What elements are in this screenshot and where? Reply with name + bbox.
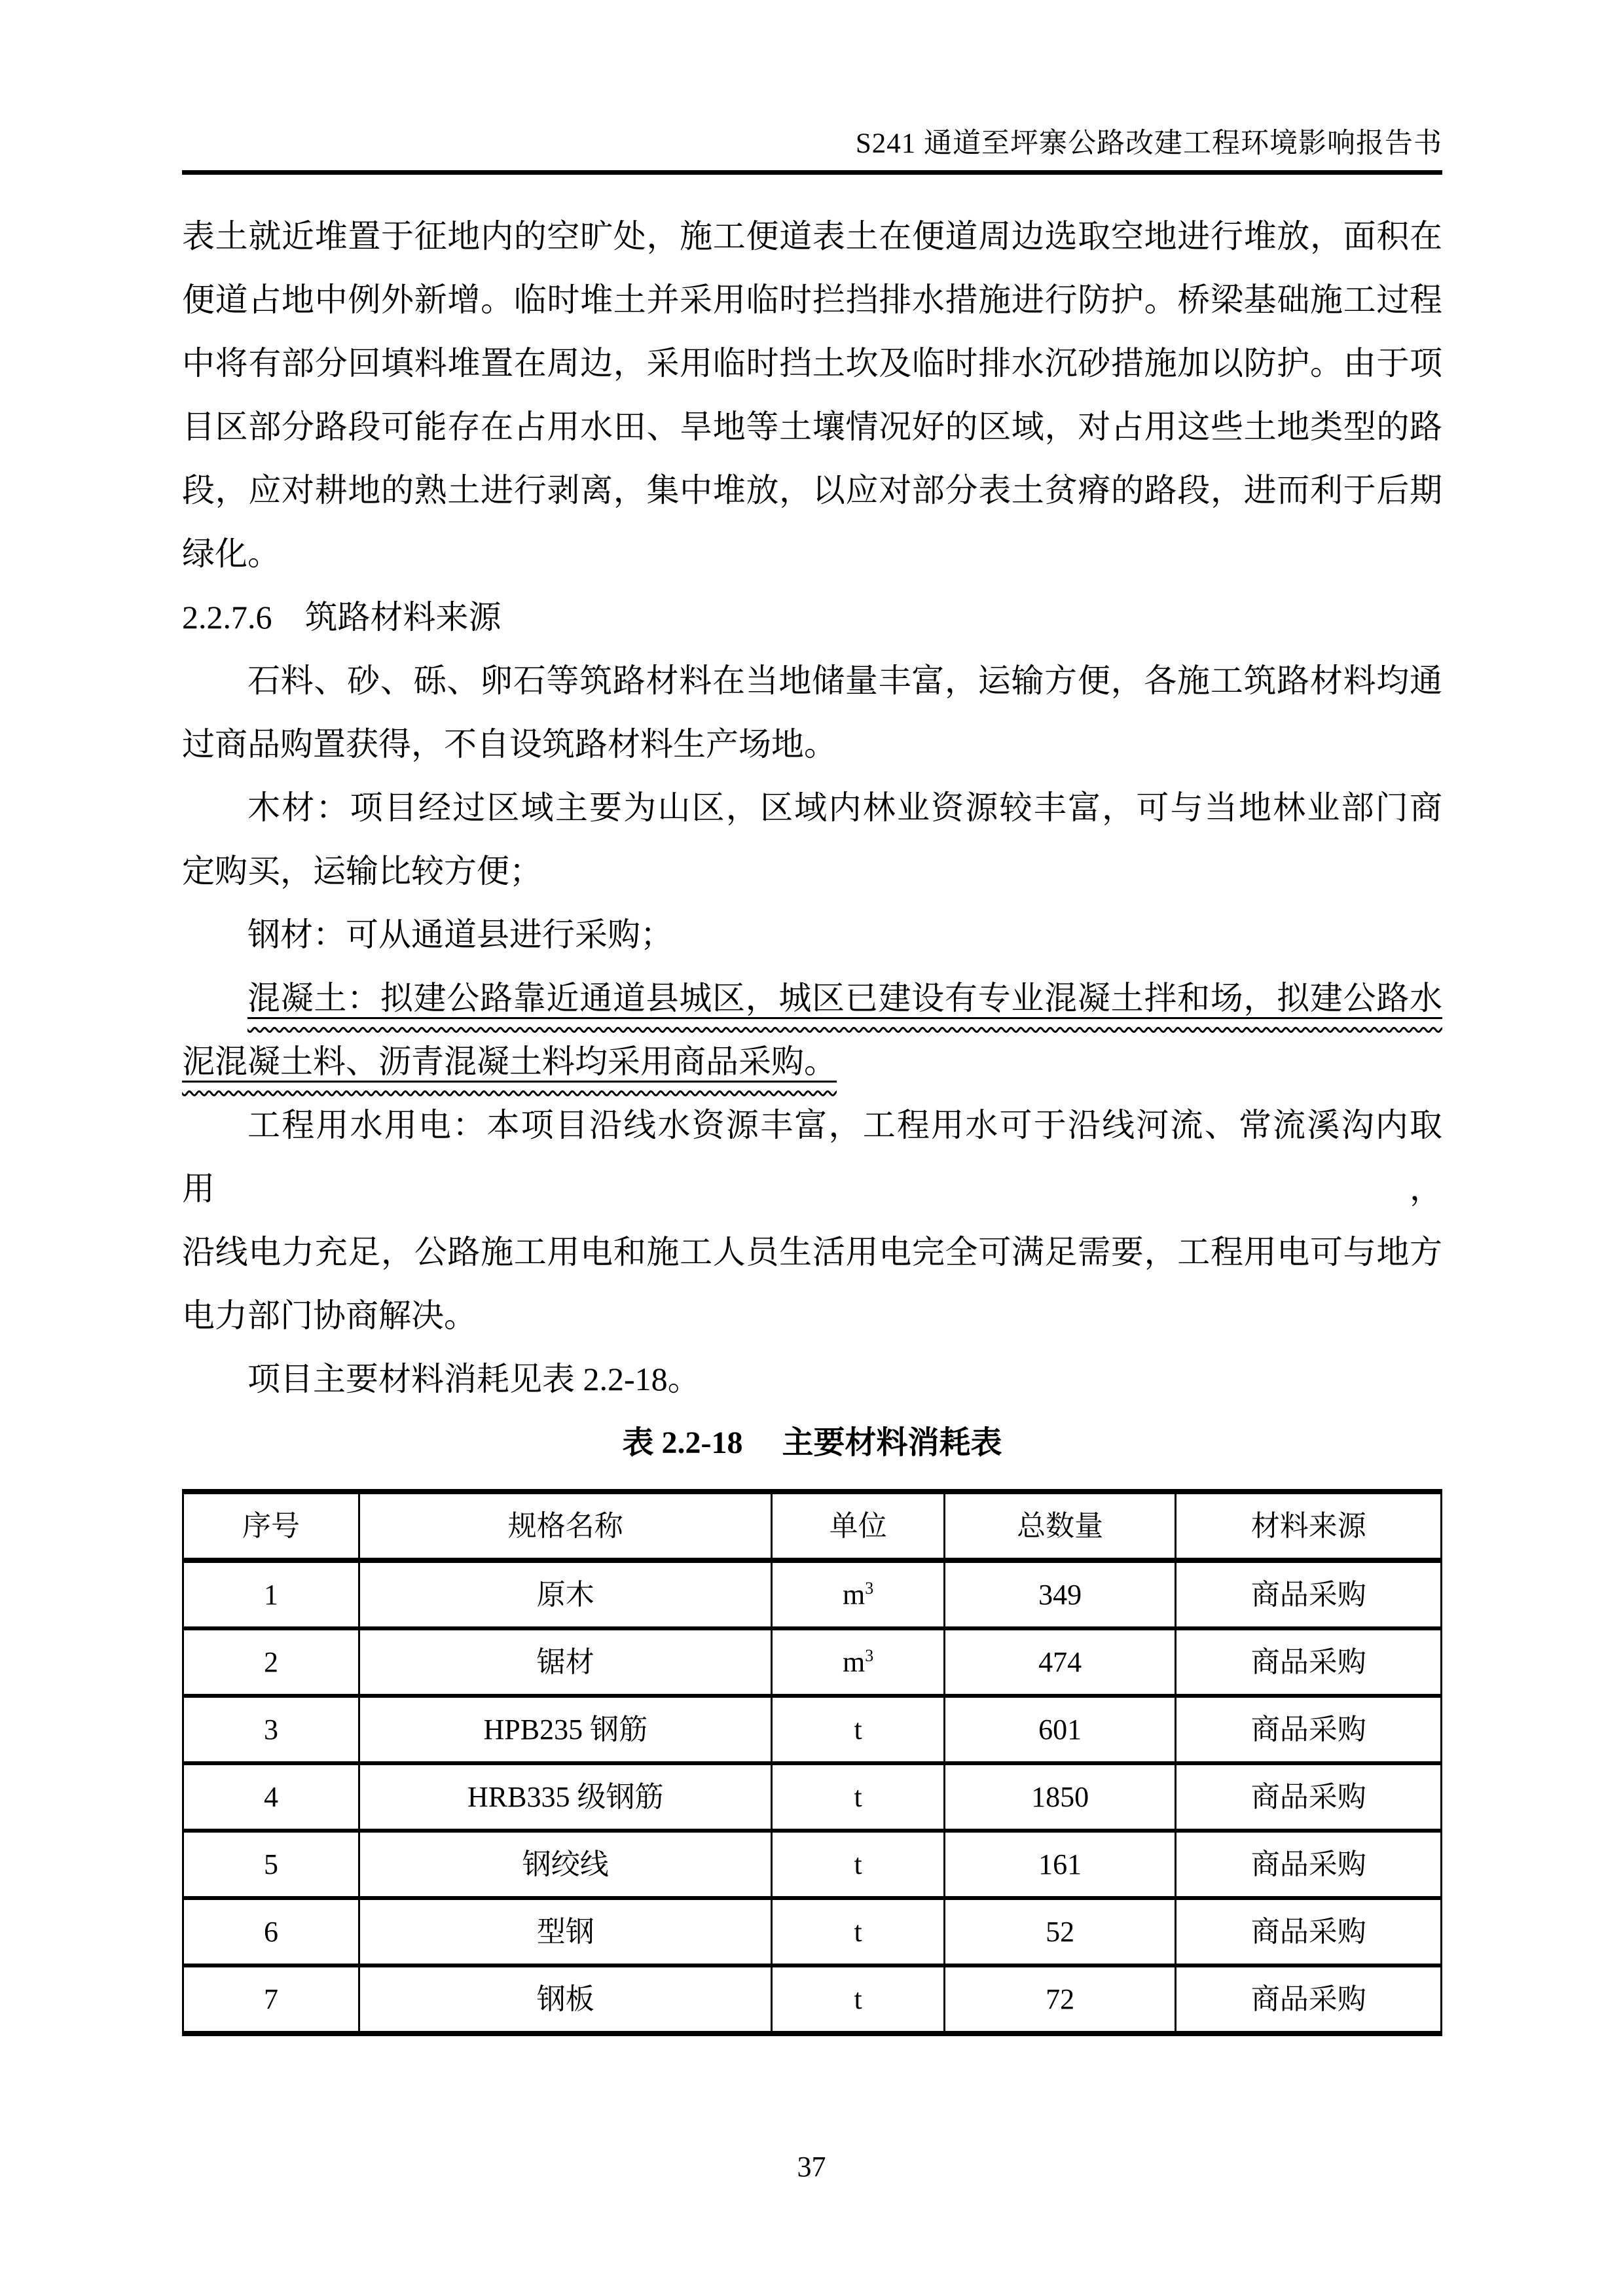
paragraph-line: 中将有部分回填料堆置在周边，采用临时挡土坎及临时排水沉砂措施加以防护。由于项	[182, 345, 1442, 382]
table-header-row	[183, 1492, 1442, 1560]
paragraph-line: 定购买，运输比较方便；	[182, 853, 542, 889]
page-number: 37	[797, 2151, 826, 2183]
cell-no: 2	[183, 1628, 359, 1696]
cell-name: HRB335 级钢筋	[359, 1763, 772, 1831]
cell-no: 1	[183, 1560, 359, 1628]
cell-unit	[772, 1763, 944, 1831]
unit-base: m	[843, 1579, 866, 1611]
unit-base: t	[854, 1848, 862, 1880]
paragraph-line: 泥混凝土料、沥青混凝土料均采用商品采购。	[182, 1043, 837, 1080]
cell-source: 商品采购	[1176, 1696, 1442, 1763]
column-header-unit: 单位	[772, 1492, 944, 1560]
cell-qty: 349	[944, 1560, 1176, 1628]
cell-name: 原木	[359, 1560, 772, 1628]
cell-source: 商品采购	[1176, 1763, 1442, 1831]
cell-unit	[772, 1831, 944, 1898]
cell-source: 商品采购	[1176, 1831, 1442, 1898]
cell-no: 3	[183, 1696, 359, 1763]
unit-base: t	[854, 1781, 862, 1813]
table-row	[183, 1763, 1442, 1831]
paragraph-line-underlined	[182, 967, 1442, 1030]
cell-name: 钢绞线	[359, 1831, 772, 1898]
cell-no: 7	[183, 1965, 359, 2034]
unit-base: t	[854, 1916, 862, 1948]
cell-source: 商品采购	[1176, 1560, 1442, 1628]
cell-no: 6	[183, 1898, 359, 1965]
paragraph-line: 木材：项目经过区域主要为山区，区域内林业资源较丰富，可与当地林业部门商	[247, 789, 1442, 826]
paragraph-line: 段，应对耕地的熟土进行剥离，集中堆放，以应对部分表土贫瘠的路段，进而利于后期	[182, 472, 1442, 509]
cell-name: 锯材	[359, 1628, 772, 1696]
unit-base: m	[843, 1646, 866, 1678]
cell-no: 5	[183, 1831, 359, 1898]
table-row	[183, 1696, 1442, 1763]
paragraph-line: 项目主要材料消耗见表 2.2-18。	[247, 1361, 701, 1397]
unit-base: t	[854, 1983, 862, 2015]
paragraph-line: 沿线电力充足，公路施工用电和施工人员生活用电完全可满足需要，工程用电可与地方	[182, 1234, 1442, 1270]
table-row	[183, 1898, 1442, 1965]
header-title: S241 通道至坪寨公路改建工程环境影响报告书	[855, 128, 1442, 159]
cell-qty: 72	[944, 1965, 1176, 2034]
cell-unit	[772, 1898, 944, 1965]
table-caption: 表 2.2-18 主要材料消耗表	[622, 1426, 1002, 1460]
column-header-name: 规格名称	[359, 1492, 772, 1560]
cell-source: 商品采购	[1176, 1628, 1442, 1696]
revision-underline	[247, 980, 1442, 1016]
paragraph-line: 石料、砂、砾、卵石等筑路材料在当地储量丰富，运输方便，各施工筑路材料均通	[247, 662, 1442, 699]
cell-qty: 52	[944, 1898, 1176, 1965]
page-header	[182, 130, 1442, 175]
column-header-source: 材料来源	[1176, 1492, 1442, 1560]
cell-qty: 161	[944, 1831, 1176, 1898]
table-row	[183, 1628, 1442, 1696]
materials-table	[182, 1489, 1442, 2036]
cell-unit	[772, 1965, 944, 2034]
table-row	[183, 1560, 1442, 1628]
paragraph-line: 目区部分路段可能存在占用水田、旱地等土壤情况好的区域，对占用这些土地类型的路	[182, 408, 1442, 445]
cell-source: 商品采购	[1176, 1898, 1442, 1965]
cell-qty: 601	[944, 1696, 1176, 1763]
unit-base: t	[854, 1713, 862, 1746]
paragraph-line: 绿化。	[182, 535, 280, 572]
column-header-no: 序号	[183, 1492, 359, 1560]
cell-unit	[772, 1696, 944, 1763]
paragraph-line: 工程用水用电：本项目沿线水资源丰富，工程用水可于沿线河流、常流溪沟内取用，	[182, 1107, 1442, 1207]
table-row	[183, 1965, 1442, 2034]
unit-superscript: 3	[865, 1579, 874, 1598]
table-row	[183, 1831, 1442, 1898]
cell-source: 商品采购	[1176, 1965, 1442, 2034]
paragraph-line: 便道占地中例外新增。临时堆土并采用临时拦挡排水措施进行防护。桥梁基础施工过程	[182, 281, 1442, 318]
section-heading: 2.2.7.6 筑路材料来源	[182, 599, 501, 636]
paragraph-line: 电力部门协商解决。	[182, 1297, 477, 1334]
column-header-qty: 总数量	[944, 1492, 1176, 1560]
paragraph-line: 过商品购置获得，不自设筑路材料生产场地。	[182, 726, 837, 762]
cell-unit	[772, 1560, 944, 1628]
revision-underline	[182, 1043, 837, 1080]
cell-name: 钢板	[359, 1965, 772, 2034]
cell-no: 4	[183, 1763, 359, 1831]
cell-name: HPB235 钢筋	[359, 1696, 772, 1763]
paragraph-line: 混凝土：拟建公路靠近通道县城区，城区已建设有专业混凝土拌和场，拟建公路水	[247, 980, 1442, 1016]
paragraph-line: 表土就近堆置于征地内的空旷处，施工便道表土在便道周边选取空地进行堆放，面积在	[182, 218, 1442, 255]
cell-qty: 1850	[944, 1763, 1176, 1831]
cell-name: 型钢	[359, 1898, 772, 1965]
page-content	[182, 205, 1442, 2036]
cell-unit	[772, 1628, 944, 1696]
unit-superscript: 3	[865, 1646, 874, 1665]
paragraph-line: 钢材：可从通道县进行采购；	[247, 916, 673, 953]
paragraph-line-underlined	[182, 1030, 1442, 1094]
cell-qty: 474	[944, 1628, 1176, 1696]
